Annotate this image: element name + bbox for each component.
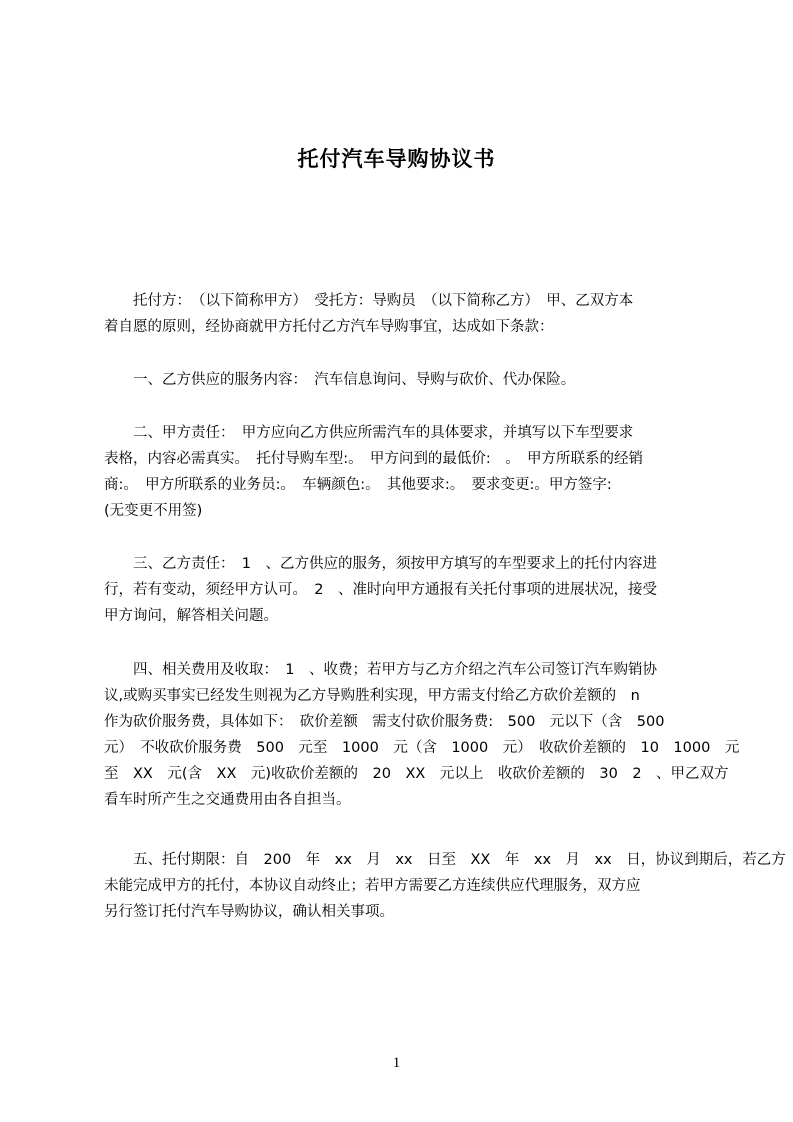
text-line: 五、托付期限：自 200 年 xx 月 xx 日至 XX 年 xx 月 xx 日，协议到期后，若乙方: [104, 852, 786, 868]
text-line: 四、相关费用及收取： 1 、收费；若甲方与乙方介绍之汽车公司签订汽车购销协: [104, 662, 657, 678]
page-number: 1: [392, 1055, 401, 1071]
text-line: 元） 不收砍价服务费 500 元至 1000 元（含 1000 元） 收砍价差额的 10 1000 元: [104, 740, 740, 756]
text-line: 另行签订托付汽车导购协议，确认相关事项。: [104, 904, 394, 920]
text-line: 一、乙方供应的服务内容： 汽车信息询问、导购与砍价、代办保险。: [104, 372, 576, 388]
text-line: (无变更不用签): [104, 503, 203, 519]
text-line: 商:。 甲方所联系的业务员:。 车辆颜色:。 其他要求:。 要求变更:。甲方签字:: [104, 477, 612, 493]
text-line: 至 XX 元(含 XX 元)收砍价差额的 20 XX 元以上 收砍价差额的 30 2 、甲乙双方: [104, 766, 729, 782]
text-line: 着自愿的原则，经协商就甲方托付乙方汽车导购事宜，达成如下条款：: [104, 319, 554, 335]
paragraph-section-5: [104, 847, 786, 925]
paragraph-section-3: [104, 551, 709, 629]
text-line: 表格，内容必需真实。 托付导购车型:。 甲方问到的最低价: 。 甲方所联系的经销: [104, 451, 644, 467]
text-line: 二、甲方责任： 甲方应向乙方供应所需汽车的具体要求，并填写以下车型要求: [104, 425, 634, 441]
text-line: 看车时所产生之交通费用由各自担当。: [104, 792, 351, 808]
paragraph-parties: [104, 288, 709, 340]
paragraph-section-2: [104, 420, 709, 524]
text-line: 作为砍价服务费，具体如下： 砍价差额 需支付砍价服务费: 500 元以下（含 500: [104, 714, 665, 730]
paragraph-section-4: [104, 657, 740, 813]
text-line: 行，若有变动，须经甲方认可。 2 、准时向甲方通报有关托付事项的进展状况，接受: [104, 582, 657, 598]
text-line: 议,或购买事实已经发生则视为乙方导购胜利实现，甲方需支付给乙方砍价差额的 n: [104, 688, 640, 704]
text-line: 未能完成甲方的托付，本协议自动终止；若甲方需要乙方连续供应代理服务，双方应: [104, 878, 641, 894]
text-line: 三、乙方责任： 1 、乙方供应的服务，须按甲方填写的车型要求上的托付内容进: [104, 556, 657, 572]
document-title: 托付汽车导购协议书: [297, 147, 496, 171]
text-line: 托付方： （以下简称甲方） 受托方：导购员 （以下简称乙方） 甲、乙双方本: [104, 293, 634, 309]
paragraph-section-1: [104, 367, 709, 393]
text-line: 甲方询问，解答相关问题。: [104, 608, 278, 624]
